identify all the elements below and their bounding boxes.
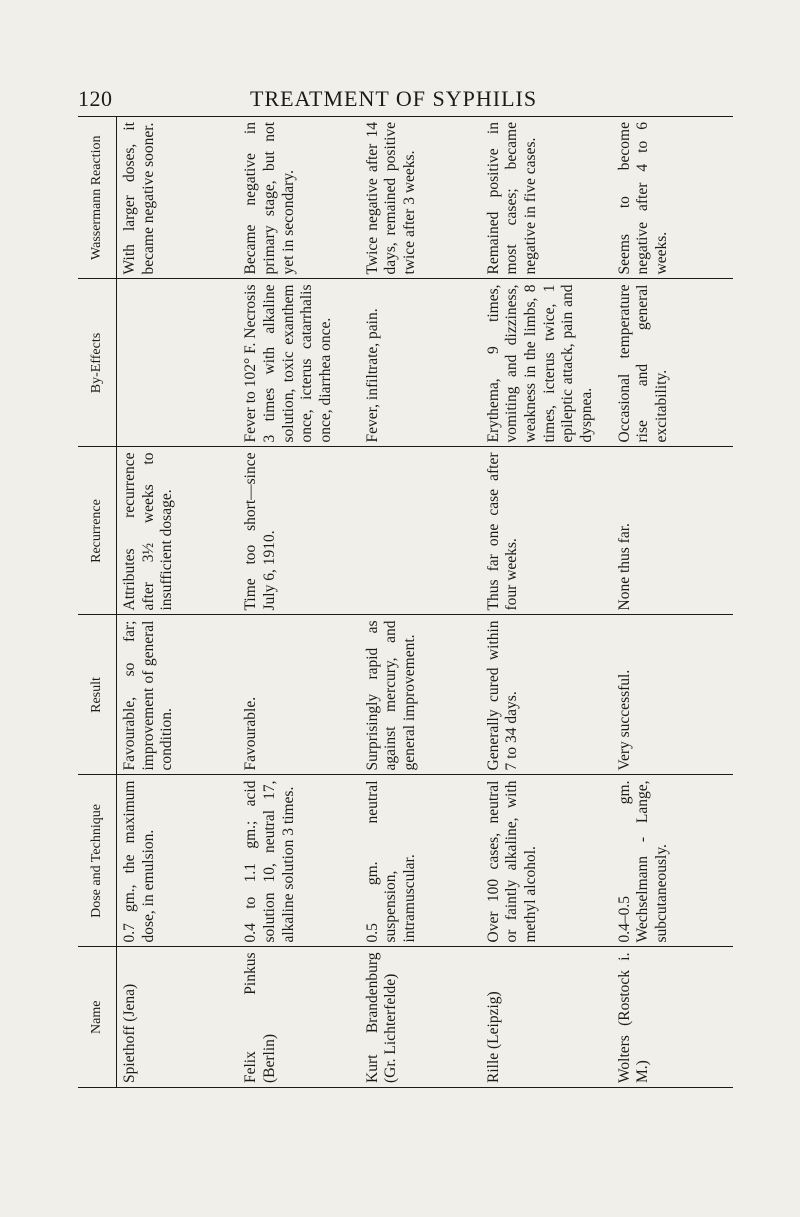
cell-recurrence-text: Time too short—since July 6, 1910. (242, 452, 278, 611)
cell-recurrence (612, 447, 733, 615)
cell-by-effects (612, 279, 733, 447)
cell-result (612, 615, 733, 775)
cell-recurrence-text: Thus far one case after four weeks. (484, 452, 521, 611)
header-recurrence: Recurrence (78, 447, 117, 615)
cell-by-effects (117, 279, 239, 447)
cell-by-effects-text: Fever to 102° F. Necrosis 3 times with alkaline solution, toxic exanthem once, icterus catarrhalis once, diarrhea once. (242, 284, 334, 443)
cell-dose-text: Over 100 cases, neutral or faintly alkaline, with methyl alcohol. (484, 780, 539, 943)
table-row (360, 117, 481, 1087)
table-row (481, 117, 612, 1087)
cell-result-text: Generally cured within 7 to 34 days. (484, 620, 521, 771)
cell-recurrence (481, 447, 612, 615)
cell-wassermann-text: Twice negative after 14 days, remained positive twice after 3 weeks. (363, 122, 418, 275)
header-name: Name (78, 947, 117, 1087)
cell-by-effects-text: Fever, infiltrate, pain. (363, 308, 381, 443)
header-by-effects: By-Effects (78, 279, 117, 447)
cell-dose-text: 0.4 to 1.1 gm.; acid solution 10, neutral 17, alkaline solution 3 times. (242, 780, 297, 943)
cell-dose (238, 775, 359, 947)
cell-recurrence (238, 447, 359, 615)
rotated-table-container (78, 118, 733, 1088)
cell-name (612, 947, 733, 1087)
cell-dose (481, 775, 612, 947)
cell-dose (612, 775, 733, 947)
cell-result (117, 615, 239, 775)
cell-wassermann-text: With larger doses, it became negative sooner. (121, 122, 157, 275)
cell-result-text: Favourable, so far; improvement of general condition. (121, 620, 176, 771)
cell-wassermann (360, 117, 481, 279)
cell-dose (117, 775, 239, 947)
cell-wassermann (117, 117, 239, 279)
cell-recurrence (117, 447, 239, 615)
cell-wassermann-text: Seems to become negative after 4 to 6 weeks. (615, 122, 670, 275)
cell-result-text: Very successful. (615, 669, 633, 771)
cell-result (360, 615, 481, 775)
cell-name-text: Felix Pinkus (Berlin) (242, 952, 278, 1083)
cell-dose (360, 775, 481, 947)
cell-recurrence-text: Attributes recurrence after 3½ weeks to insufficient dosage. (121, 452, 176, 611)
cell-name (481, 947, 612, 1087)
cell-recurrence (360, 447, 481, 615)
table-row (612, 117, 733, 1087)
cell-dose-text: 0.4–0.5 gm. Wechselmann - Lange, subcutaneously. (615, 780, 670, 943)
cell-dose-text: 0.7 gm., the maximum dose, in emulsion. (121, 780, 157, 943)
table-row (238, 117, 359, 1087)
cell-name-text: Rille (Leipzig) (484, 991, 502, 1083)
cell-result (238, 615, 359, 775)
cell-recurrence-text: None thus far. (615, 523, 633, 611)
cell-by-effects (238, 279, 359, 447)
cell-by-effects (360, 279, 481, 447)
cell-result (481, 615, 612, 775)
cell-result-text: Surprisingly rapid as against mercury, and general improvement. (363, 620, 418, 771)
header-wassermann: Wassermann Reaction (78, 117, 117, 279)
cell-wassermann (481, 117, 612, 279)
table-row (117, 117, 239, 1087)
cell-by-effects-text: Occasional temperature rise and general excitability. (615, 284, 670, 443)
table-header-row (78, 117, 117, 1087)
cell-result-text: Favourable. (242, 696, 260, 771)
cell-by-effects-text: Erythema, 9 times, vomiting and dizziness, weakness in the limbs, 8 times, icterus twice, 1 epileptic attack, pain and dyspnea. (484, 284, 595, 443)
cell-by-effects (481, 279, 612, 447)
cell-name-text: Spiethoff (Jena) (121, 983, 138, 1083)
cell-dose-text: 0.5 gm. neutral suspension, intramuscular. (363, 780, 418, 943)
cell-name-text: Kurt Brandenburg (Gr. Lichterfelde) (363, 952, 400, 1083)
cell-wassermann-text: Became negative in primary stage, but not yet in secondary. (242, 122, 297, 275)
rotated-table (78, 116, 733, 1088)
header-dose: Dose and Technique (78, 775, 117, 947)
treatment-table (78, 117, 733, 1087)
cell-name-text: Wolters (Rostock i. M.) (615, 952, 652, 1083)
cell-name (238, 947, 359, 1087)
cell-wassermann (238, 117, 359, 279)
cell-wassermann-text: Remained positive in most cases; became negative in five cases. (484, 122, 539, 275)
header-result: Result (78, 615, 117, 775)
cell-wassermann (612, 117, 733, 279)
cell-name (117, 947, 239, 1087)
running-head: TREATMENT OF SYPHILIS (250, 86, 538, 111)
page-number: 120 (78, 86, 113, 111)
cell-name (360, 947, 481, 1087)
